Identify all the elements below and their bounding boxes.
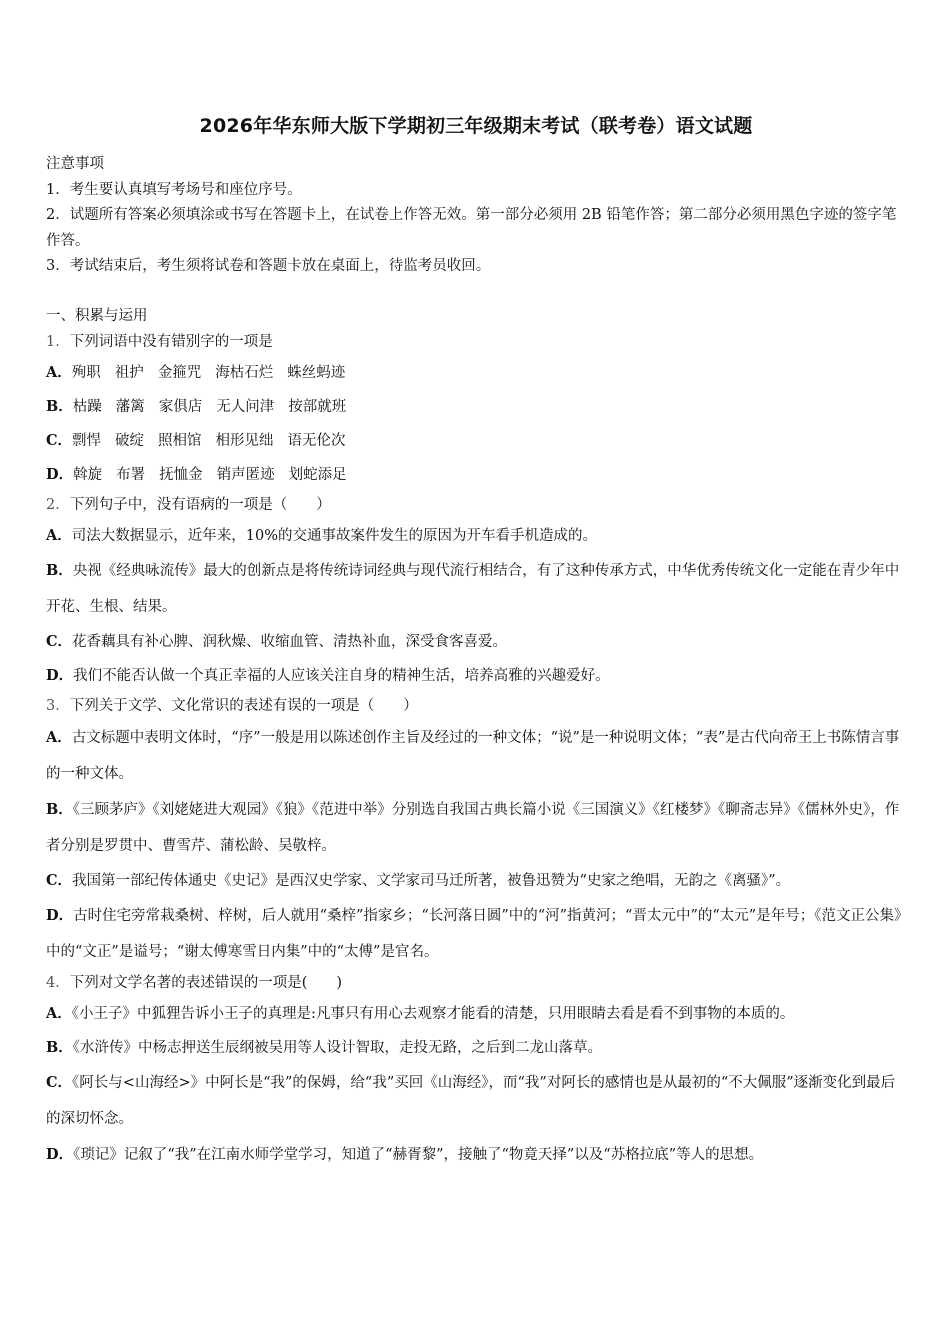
word: 藩篱: [115, 398, 145, 415]
option-label: D．: [46, 666, 74, 684]
option-text: 我们不能否认做一个真正幸福的人应该关注自身的精神生活，培养高雅的兴趣爱好。: [73, 667, 610, 684]
option-a: [46, 519, 906, 553]
notice-heading: 注意事项: [46, 156, 104, 172]
option-text: 古文标题中表明文体时，“序”一般是用以陈述创作主旨及经过的一种文体；“说”是一种说明文体；“表”是古代向帝王上书陈情言事的一种文体。: [46, 729, 900, 782]
word: 蛛丝蚂迹: [287, 364, 346, 381]
option-label: C．: [46, 871, 73, 889]
notice-item-2: 2．试题所有答案必须填涂或书写在答题卡上，在试卷上作答无效。第一部分必须用 2B 铅笔作答；第二部分必须用黑色字迹的签字笔作答。: [46, 207, 897, 249]
option-a: [46, 997, 906, 1031]
option-label: D．: [46, 906, 74, 924]
option-label: D．: [46, 465, 74, 483]
question-text: 下列关于文学、文化常识的表述有误的一项是（ ）: [69, 697, 418, 714]
word: 海枯石烂: [215, 364, 274, 381]
word: 相形见绌: [215, 432, 274, 449]
option-label: B．: [46, 1038, 73, 1056]
option-b: [46, 553, 906, 625]
option-a: [46, 720, 906, 792]
question-1: [46, 329, 906, 492]
word: 破绽: [115, 432, 145, 449]
notice-block: [46, 152, 906, 280]
option-label: C．: [46, 1073, 73, 1091]
option-text: 我国第一部纪传体通史《史记》是西汉史学家、文学家司马迁所著，被鲁迅赞为“史家之绝唱，无韵之《离骚》”。: [72, 872, 791, 889]
question-text: 下列词语中没有错别字的一项是: [69, 333, 273, 350]
option-d: [46, 659, 906, 693]
notice-item-3: 3．考试结束后，考生须将试卷和答题卡放在桌面上，待监考员收回。: [46, 258, 491, 274]
section-heading: 一、积累与运用: [46, 307, 148, 324]
word: 斡旋: [73, 466, 103, 483]
word: 无人问津: [216, 398, 275, 415]
option-label: C．: [46, 632, 73, 650]
word: 照相馆: [158, 432, 202, 449]
option-c: [46, 1065, 906, 1137]
word: 抚恤金: [159, 466, 203, 483]
question-stem: [46, 492, 906, 519]
option-label: A．: [46, 526, 72, 544]
option-label: B．: [46, 800, 73, 818]
option-label: A．: [46, 363, 72, 381]
option-b: [46, 792, 906, 864]
option-label: D．: [46, 1145, 74, 1163]
word: 销声匿迹: [216, 466, 275, 483]
question-2: [46, 492, 906, 693]
word: 枯躁: [72, 398, 102, 415]
option-text: 《琐记》记叙了“我”在江南水师学堂学习，知道了“赫胥黎”，接触了“物竟天择”以及“苏格拉底”等人的思想。: [73, 1146, 764, 1163]
word: 殉职: [71, 364, 101, 381]
question-stem: [46, 329, 906, 356]
question-text: 下列对文学名著的表述错误的一项是( ): [69, 974, 343, 991]
option-text: 古时住宅旁常栽桑树、梓树，后人就用“桑梓”指家乡；“长河落日圆”中的“河”指黄河；“晋太元中”的“太元”是年号；《范文正公集》中的“文正”是谥号；“谢太傅寒雪日内集”中的“太傅”是官名。: [46, 907, 902, 960]
question-number: 3．: [46, 697, 70, 714]
option-text: 《阿长与<山海经>》中阿长是“我”的保姆，给“我”买回《山海经》，而“我”对阿长的感情也是从最初的“不大佩服”逐渐变化到最后的深切怀念。: [46, 1074, 896, 1127]
question-4: [46, 970, 906, 1173]
option-c: [46, 625, 906, 659]
word: 剽悍: [72, 432, 102, 449]
option-text: 央视《经典咏流传》最大的创新点是将传统诗词经典与现代流行相结合，有了这种传承方式，中华优秀传统文化一定能在青少年中开花、生根、结果。: [46, 562, 900, 615]
option-text: 司法大数据显示，近年来，10%的交通事故案件发生的原因为开车看手机造成的。: [71, 527, 597, 544]
notice-item-1: 1．考生要认真填写考场号和座位序号。: [46, 181, 302, 198]
word: 金箍咒: [157, 364, 202, 381]
question-text: 下列句子中，没有语病的一项是（ ）: [69, 496, 331, 513]
option-label: A．: [46, 1004, 72, 1022]
option-label: B．: [46, 561, 73, 579]
word: 按部就班: [288, 398, 347, 415]
exam-page: [46, 112, 906, 1173]
option-c: [46, 864, 906, 898]
page-title: 2026年华东师大版下学期初三年级期末考试（联考卷）语文试题: [199, 115, 753, 137]
question-stem: [46, 970, 906, 997]
word: 语无伦次: [287, 432, 346, 449]
option-b: [46, 390, 906, 424]
question-number: 1．: [46, 333, 70, 350]
option-label: C．: [46, 431, 73, 449]
option-a: [46, 356, 906, 390]
word: 布署: [116, 466, 146, 483]
option-text: 《水浒传》中杨志押送生辰纲被吴用等人设计智取，走投无路，之后到二龙山落草。: [72, 1039, 603, 1056]
question-3: [46, 693, 906, 970]
option-c: [46, 424, 906, 458]
option-d: [46, 458, 906, 492]
word: 家俱店: [158, 398, 203, 415]
option-label: B．: [46, 397, 73, 415]
word: 祖护: [114, 364, 144, 381]
question-stem: [46, 693, 906, 720]
option-b: [46, 1031, 906, 1065]
option-text: 《小王子》中狐狸告诉小王子的真理是:凡事只有用心去观察才能看的清楚，只用眼睛去看是看不到事物的本质的。: [71, 1005, 795, 1022]
option-d: [46, 1137, 906, 1173]
option-text: 花香藕具有补心脾、润秋燥、收缩血管、清热补血，深受食客喜爱。: [72, 633, 508, 650]
word: 划蛇添足: [288, 466, 347, 483]
question-number: 2．: [46, 496, 70, 513]
option-label: A．: [46, 728, 72, 746]
option-d: [46, 898, 906, 970]
question-number: 4．: [46, 974, 70, 991]
option-text: 《三顾茅庐》《刘姥姥进大观园》《狼》《范进中举》分别选自我国古典长篇小说《三国演义》《红楼梦》《聊斋志异》《儒林外史》，作者分别是罗贯中、曹雪芹、蒲松龄、吴敬梓。: [46, 801, 900, 854]
